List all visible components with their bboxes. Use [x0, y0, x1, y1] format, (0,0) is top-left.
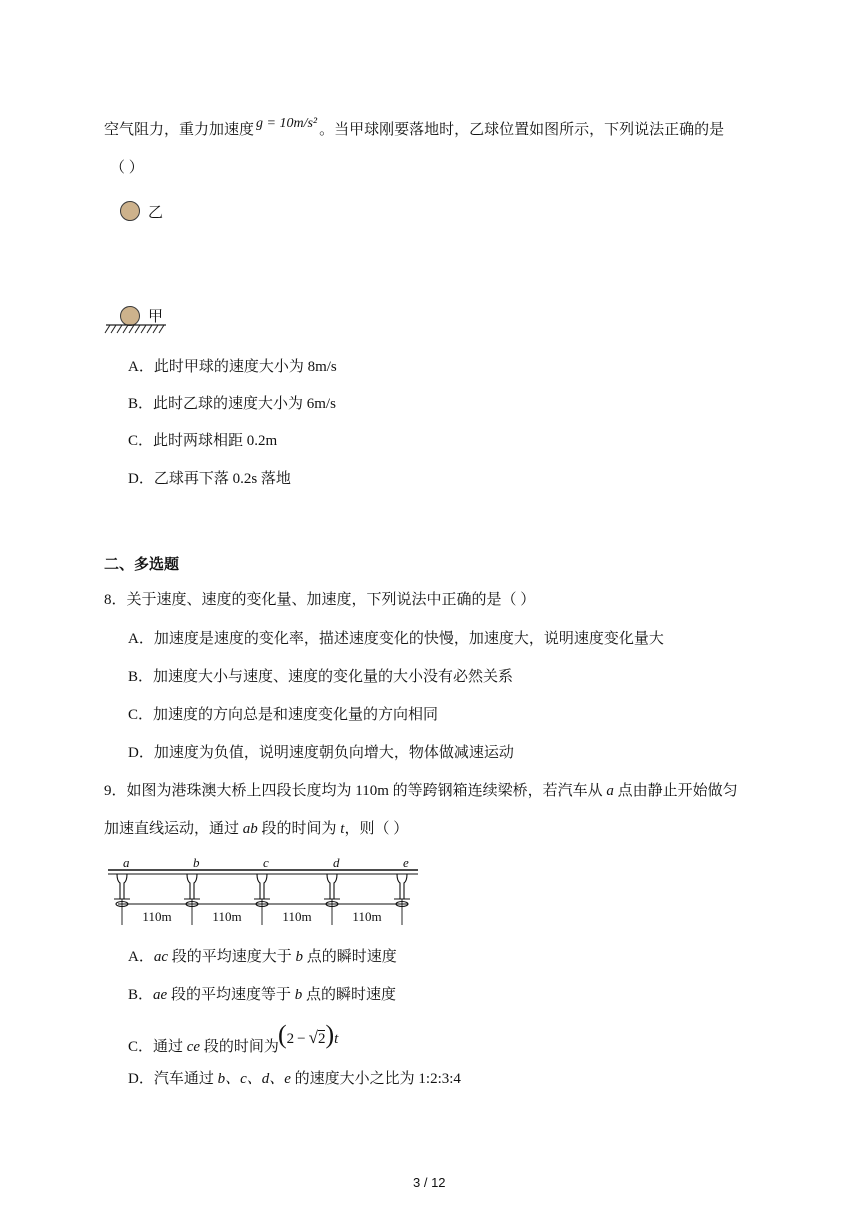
q9-optA-mid: 段的平均速度大于	[168, 949, 296, 965]
bridge-pier	[114, 874, 130, 899]
bridge-point-label: b	[193, 855, 200, 870]
bridge-segment-label: 110m	[282, 909, 312, 924]
q9-optC-pre: C．通过	[128, 1039, 187, 1055]
q7-stem-post: 。当甲球刚要落地时，乙球位置如图所示，下列说法正确的是	[319, 122, 725, 138]
q9-var-a: a	[606, 783, 614, 799]
q9-optC-formula: (2 − √2)t	[278, 1020, 339, 1049]
q9-var-t: t	[340, 821, 345, 837]
formula-op: −	[297, 1031, 306, 1047]
formula-t: t	[334, 1031, 339, 1047]
q9-optB-pre: B．	[128, 987, 154, 1003]
bridge-point-label: d	[333, 855, 340, 870]
section-title: 二、多选题	[104, 557, 180, 573]
q9-optC-var: ce	[186, 1039, 201, 1055]
q8-option-c: C．加速度的方向总是和速度变化量的方向相同	[128, 707, 439, 723]
bridge-pier	[324, 874, 340, 899]
q9-optB-post: 点的瞬时速度	[302, 987, 396, 1003]
q9-optD-vars: b、c、d、e	[217, 1071, 291, 1087]
q9-stem-1a: 9．如图为港珠澳大桥上四段长度均为 110m 的等跨钢箱连续梁桥，若汽车从	[104, 783, 607, 799]
g-formula: g = 10m/s²	[256, 116, 318, 131]
bridge-segment-label: 110m	[352, 909, 382, 924]
q9-optB-var2: b	[294, 987, 303, 1003]
q9-optA-pre: A．	[128, 949, 154, 965]
ball-jia-label: 甲	[148, 307, 164, 325]
q9-optA-var1: ac	[153, 949, 169, 965]
formula-num: 2	[286, 1031, 295, 1047]
q9-optD-pre: D．汽车通过	[128, 1071, 218, 1087]
q9-option-c	[128, 1037, 279, 1057]
q8-option-b: B．加速度大小与速度、速度的变化量的大小没有必然关系	[128, 669, 514, 685]
bridge-segment-label: 110m	[212, 909, 242, 924]
q8-stem: 8．关于速度、速度的变化量、加速度，下列说法中正确的是（ ）	[104, 592, 536, 608]
q9-var-ab: ab	[242, 821, 258, 837]
ball-yi-label: 乙	[148, 203, 164, 221]
bridge-pier	[184, 874, 200, 899]
ground-hatch	[104, 324, 168, 334]
bridge-segment-label: 110m	[142, 909, 172, 924]
q8-option-a: A．加速度是速度的变化率，描述速度变化的快慢，加速度大，说明速度变化量大	[128, 631, 664, 647]
q9-stem-2b: 段的时间为	[257, 821, 341, 837]
q9-stem-line2	[104, 819, 408, 839]
bridge-point-label: c	[263, 855, 269, 870]
ball-yi	[120, 201, 140, 221]
bridge-diagram	[104, 855, 424, 927]
bridge-pier	[254, 874, 270, 899]
q7-option-b: B．此时乙球的速度大小为 6m/s	[128, 396, 336, 412]
q9-stem-1b: 点由静止开始做匀	[613, 783, 738, 799]
q8-option-d: D．加速度为负值，说明速度朝负向增大，物体做减速运动	[128, 745, 514, 761]
q7-option-a: A．此时甲球的速度大小为 8m/s	[128, 359, 337, 375]
q9-option-a	[128, 947, 397, 967]
q9-optA-var2: b	[295, 949, 304, 965]
formula-root: 2	[317, 1031, 326, 1047]
q7-stem-line	[104, 116, 725, 141]
q9-optB-var1: ae	[153, 987, 168, 1003]
bridge-point-label: e	[403, 855, 409, 870]
q7-stem-pre: 空气阻力，重力加速度	[104, 122, 255, 138]
q9-stem-2c: ，则（ ）	[344, 821, 409, 837]
bridge-pier	[394, 874, 410, 899]
q9-optA-post: 点的瞬时速度	[303, 949, 397, 965]
q9-optB-mid: 段的平均速度等于	[167, 987, 295, 1003]
bridge-point-label: a	[123, 855, 130, 870]
q9-option-d	[128, 1069, 461, 1089]
q7-option-d: D．乙球再下落 0.2s 落地	[128, 471, 291, 487]
q9-stem-line1	[104, 781, 738, 801]
q7-answer-paren: （ ）	[110, 160, 144, 176]
q9-stem-2a: 加速直线运动，通过	[104, 821, 243, 837]
q7-option-c: C．此时两球相距 0.2m	[128, 433, 278, 449]
q9-optC-post: 段的时间为	[200, 1039, 279, 1055]
q9-optD-post: 的速度大小之比为 1:2:3:4	[290, 1071, 461, 1087]
ball-jia	[120, 306, 140, 326]
q9-option-b	[128, 985, 396, 1005]
page-number: 3 / 12	[413, 1175, 446, 1190]
